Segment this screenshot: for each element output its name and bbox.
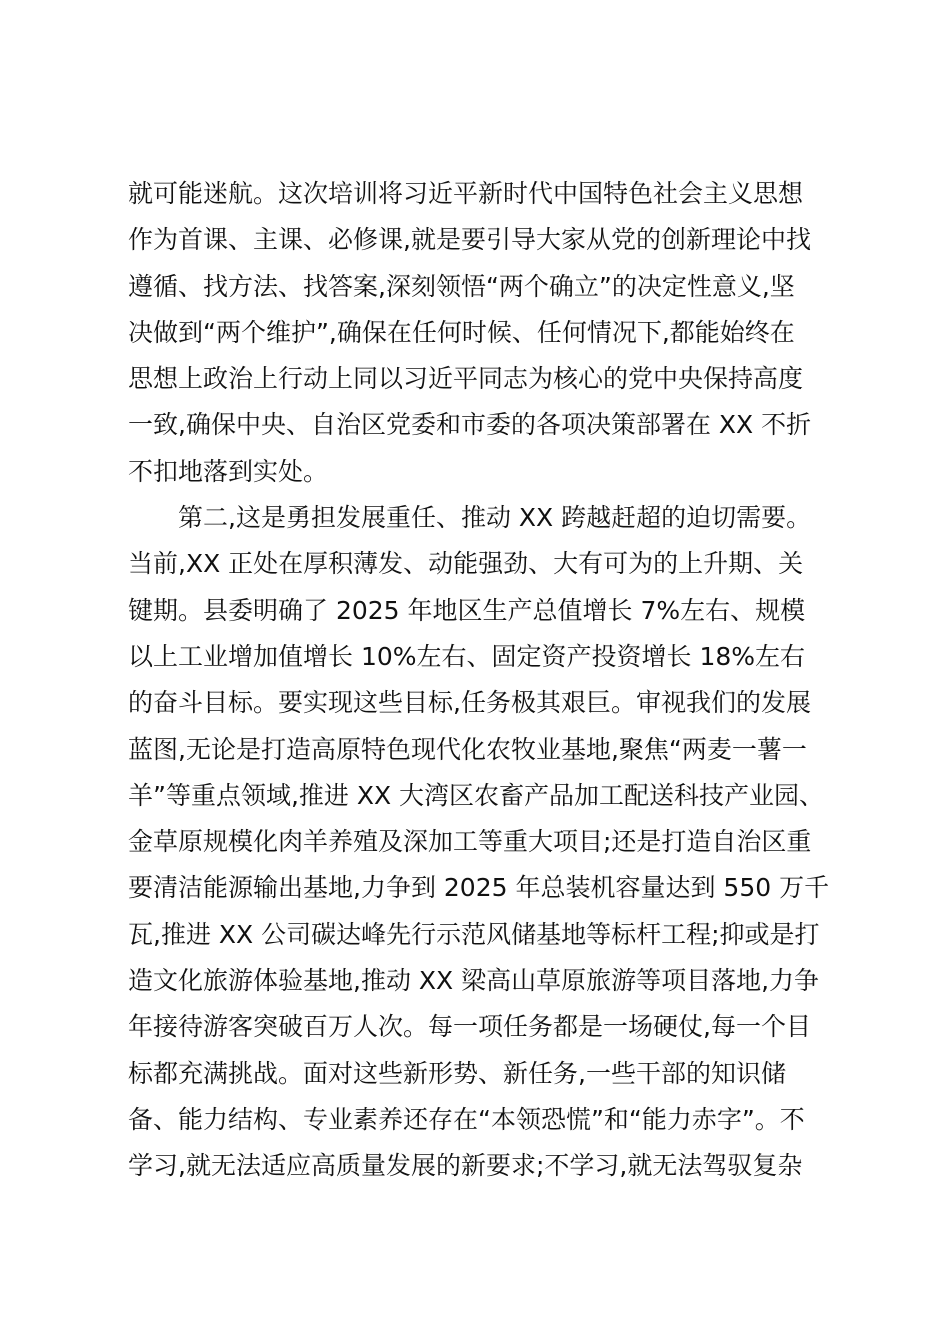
text-line: 备、能力结构、专业素养还存在“本领恐慌”和“能力赤字”。不: [128, 1104, 805, 1134]
text-line: 以上工业增加值增长 10%左右、固定资产投资增长 18%左右: [128, 641, 806, 671]
text-line: 要清洁能源输出基地,力争到 2025 年总装机容量达到 550 万千: [128, 873, 830, 903]
document-body-text: [128, 171, 828, 1190]
text-line: 决做到“两个维护”,确保在任何时候、任何情况下,都能始终在: [128, 317, 795, 347]
text-line: 就可能迷航。这次培训将习近平新时代中国特色社会主义思想: [128, 179, 804, 208]
text-line: 蓝图,无论是打造高原特色现代化农牧业基地,聚焦“两麦一薯一: [128, 734, 807, 764]
text-line: 当前,XX 正处在厚积薄发、动能强劲、大有可为的上升期、关: [128, 549, 804, 579]
paragraph-start-line: 第二,这是勇担发展重任、推动 XX 跨越赶超的迫切需要。: [128, 503, 812, 533]
text-line: 金草原规模化肉羊养殖及深加工等重大项目;还是打造自治区重: [128, 827, 812, 857]
text-line: 思想上政治上行动上同以习近平同志为核心的党中央保持高度: [128, 364, 804, 394]
text-line: 遵循、找方法、找答案,深刻领悟“两个确立”的决定性意义,坚: [128, 271, 795, 301]
text-line: 造文化旅游体验基地,推动 XX 梁高山草原旅游等项目落地,力争: [128, 966, 820, 996]
text-line: 学习,就无法适应高质量发展的新要求;不学习,就无法驾驭复杂: [128, 1151, 803, 1181]
text-line: 作为首课、主课、必修课,就是要引导大家从党的创新理论中找: [128, 225, 811, 255]
text-line: 的奋斗目标。要实现这些目标,任务极其艰巨。审视我们的发展: [128, 688, 811, 718]
text-line: 羊”等重点领域,推进 XX 大湾区农畜产品加工配送科技产业园、: [128, 780, 825, 810]
text-line: 瓦,推进 XX 公司碳达峰先行示范风储基地等标杆工程;抑或是打: [128, 919, 820, 949]
text-line: 不扣地落到实处。: [128, 456, 329, 486]
text-line: 年接待游客突破百万人次。每一项任务都是一场硬仗,每一个目: [128, 1012, 811, 1042]
text-line: 键期。县委明确了 2025 年地区生产总值增长 7%左右、规模: [128, 595, 806, 625]
text-line: 标都充满挑战。面对这些新形势、新任务,一些干部的知识储: [128, 1058, 786, 1088]
text-line: 一致,确保中央、自治区党委和市委的各项决策部署在 XX 不折: [128, 410, 812, 440]
